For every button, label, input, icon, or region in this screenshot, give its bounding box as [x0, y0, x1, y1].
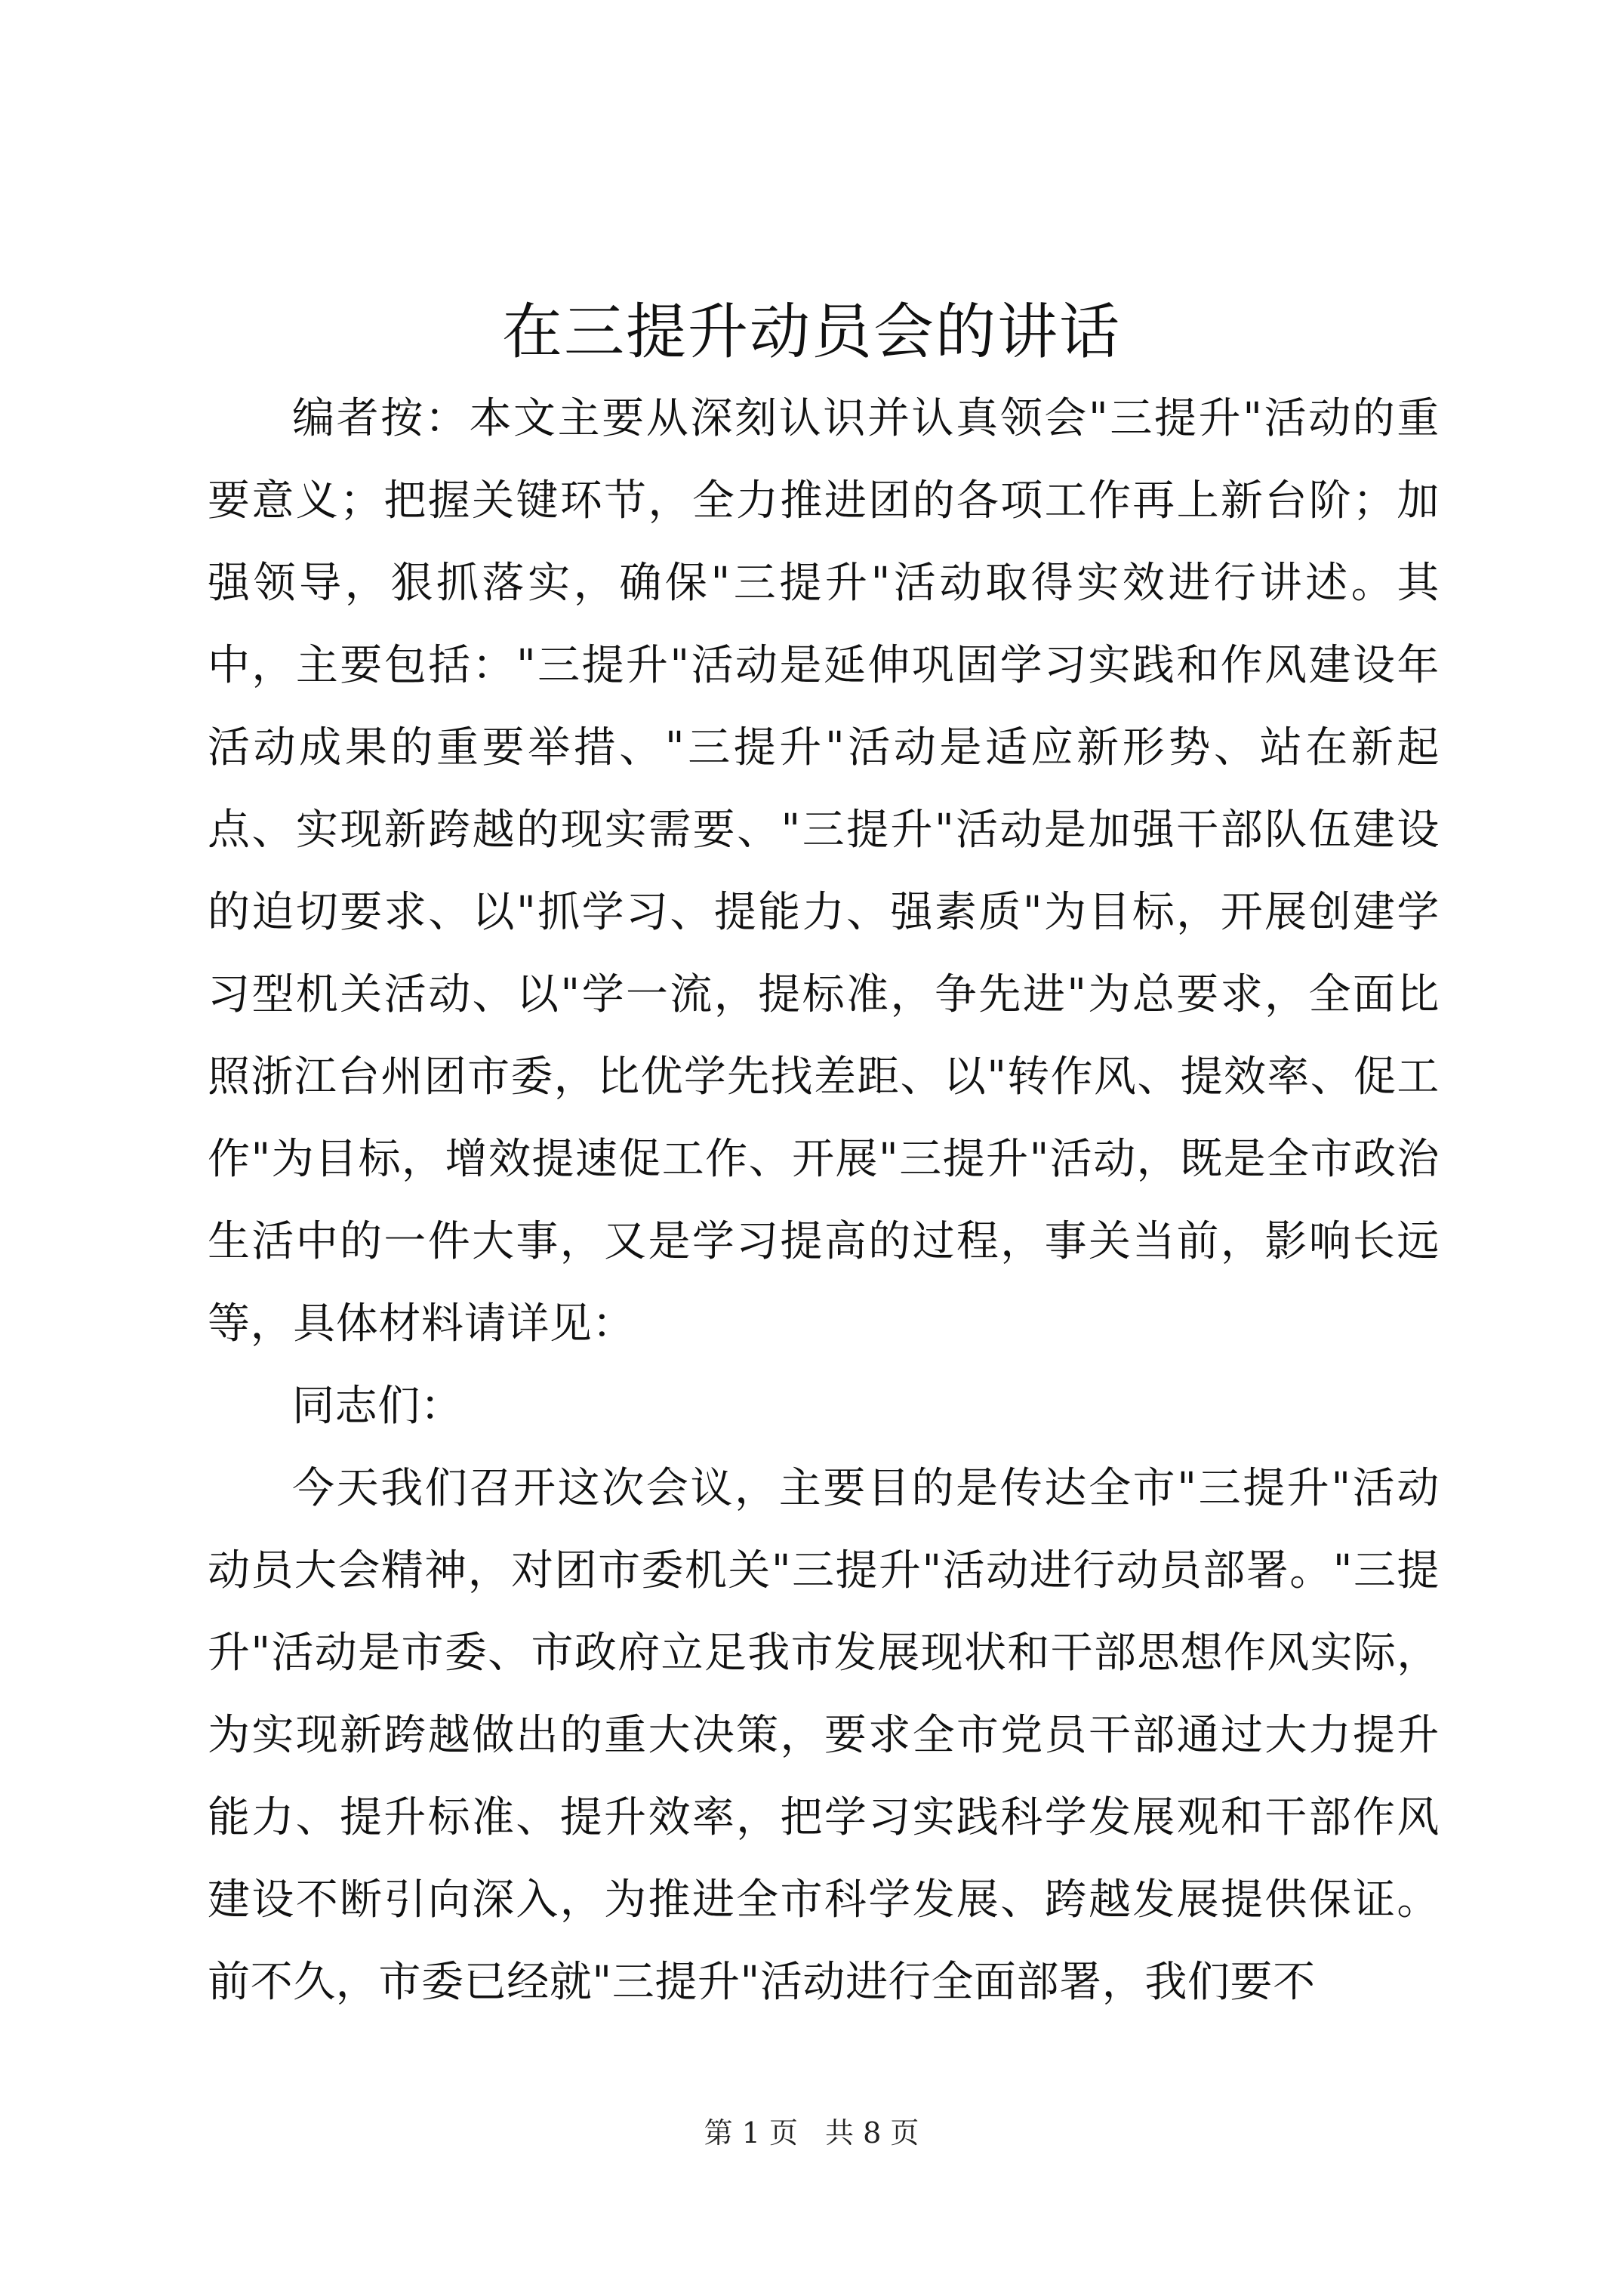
- page-footer: [0, 2114, 1623, 2152]
- page-number: 第 1 页: [704, 2116, 798, 2150]
- body-paragraph: 今天我们召开这次会议，主要目的是传达全市"三提升"活动动员大会精神，对团市委机关"三提升"活动进行动员部署。"三提升"活动是市委、市政府立足我市发展现状和干部思想作风实际，为实现新跨越做出的重大决策，要求全市党员干部通过大力提升能力、提升标准、提升效率，把学习实践科学发展观和干部作风建设不断引向深入，为推进全市科学发展、跨越发展提供保证。前不久，市委已经就"三提升"活动进行全面部署，我们要不: [208, 1464, 1440, 2007]
- page-total: 共 8 页: [825, 2116, 919, 2150]
- document-body: [208, 378, 1440, 2023]
- document-title: 在三提升动员会的讲话: [502, 297, 1121, 367]
- editor-note-paragraph: 编者按：本文主要从深刻认识并认真领会"三提升"活动的重要意义；把握关键环节，全力推进团的各项工作再上新台阶；加强领导，狠抓落实，确保"三提升"活动取得实效进行讲述。其中，主要包括："三提升"活动是延伸巩固学习实践和作风建设年活动成果的重要举措、"三提升"活动是适应新形势、站在新起点、实现新跨越的现实需要、"三提升"活动是加强干部队伍建设的迫切要求、以"抓学习、提能力、强素质"为目标，开展创建学习型机关活动、以"学一流，提标准，争先进"为总要求，全面比照浙江台州团市委，比优学先找差距、以"转作风、提效率、促工作"为目标，增效提速促工作、开展"三提升"活动，既是全市政治生活中的一件大事，又是学习提高的过程，事关当前，影响长远等，具体材料请详见：: [208, 394, 1440, 1348]
- salutation-paragraph: 同志们：: [292, 1382, 463, 1431]
